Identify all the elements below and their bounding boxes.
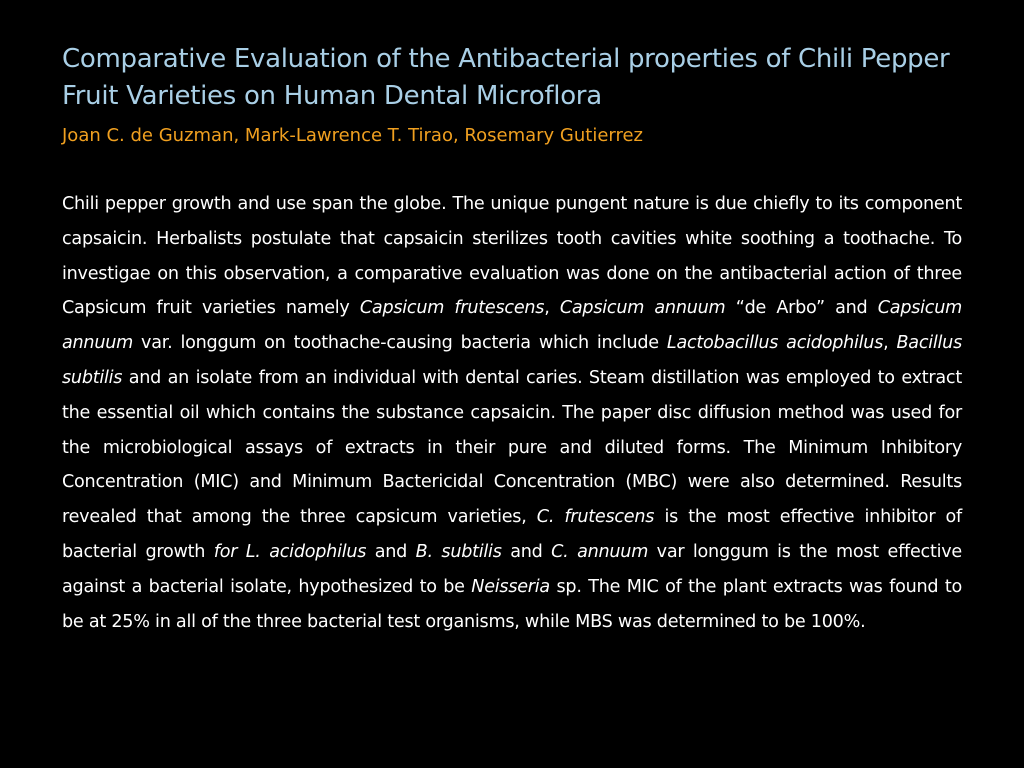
abstract-segment: “de Arbo” and bbox=[725, 298, 878, 319]
abstract-segment-italic: Capsicum annuum bbox=[559, 298, 726, 319]
abstract-segment: var longgum is the most effective against a bacterial isolate, hypothesized to be bbox=[62, 541, 962, 597]
slide-title: Comparative Evaluation of the Antibacterial properties of Chili Pepper Fruit Varieties on Human Dental Microflora bbox=[62, 44, 950, 111]
abstract-segment-italic: Capsicum frutescens bbox=[359, 298, 545, 319]
abstract-segment: , bbox=[883, 333, 897, 354]
abstract-segment: and bbox=[501, 541, 552, 562]
abstract-segment-italic: C. frutescens bbox=[536, 507, 655, 528]
abstract-segment: and bbox=[366, 541, 416, 562]
abstract-segment-italic: C. annuum bbox=[551, 541, 649, 562]
abstract-segment: is the most effective inhibitor of bacterial growth bbox=[62, 507, 963, 562]
abstract-segment-italic: Capsicum annuum bbox=[62, 298, 963, 354]
abstract-segment-italic: B. subtilis bbox=[415, 541, 502, 562]
abstract-segment: and an isolate from an individual with dental caries. Steam distillation was employed to extract the essential oil which contains the substance capsaicin. The paper disc diffusion method was used for the microbiological assays of extracts in their pure and diluted forms. The Minimum Inhibitory Concentration (MIC) and Minimum Bactericidal Concentration (MBC) were also determined. Results revealed that among the three capsicum varieties, bbox=[62, 367, 962, 528]
abstract-segment-italic: Neisseria bbox=[471, 576, 550, 597]
abstract-segment-italic: for L. acidophilus bbox=[213, 541, 367, 562]
abstract-segment-italic: Lactobacillus acidophilus bbox=[666, 333, 884, 354]
abstract-segment: , bbox=[544, 298, 560, 319]
abstract-segment: Chili pepper growth and use span the globe. The unique pungent nature is due chiefly to its component capsaicin. Herbalists postulate that capsaicin sterilizes tooth cavities white soothing a toothache. To investigae on this observation, a comparative evaluation was done on the antibacterial action of three Capsicum fruit varieties namely bbox=[62, 194, 962, 319]
abstract-paragraph bbox=[62, 187, 962, 639]
abstract-segment: var. longgum on toothache-causing bacteria which include bbox=[133, 333, 667, 354]
author-list: Joan C. de Guzman, Mark-Lawrence T. Tirao, Rosemary Gutierrez bbox=[62, 125, 644, 146]
abstract-segment: sp. The MIC of the plant extracts was found to be at 25% in all of the three bacterial test organisms, while MBS was determined to be 100%. bbox=[62, 576, 962, 632]
abstract-segment-italic: Bacillus subtilis bbox=[62, 333, 962, 388]
